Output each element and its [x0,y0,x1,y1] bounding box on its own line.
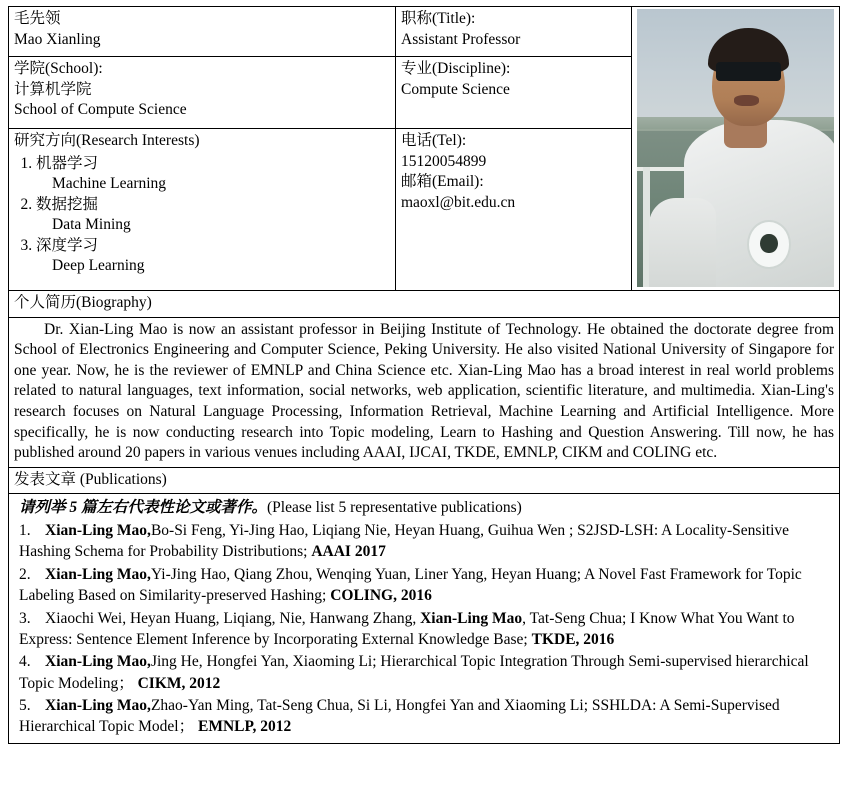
cell-discipline [396,57,632,129]
cell-school [9,57,396,129]
list-item [36,195,390,235]
table-row-biography-body [9,317,840,467]
publication-rest: Jing He, Hongfei Yan, Xiaoming Li; Hierarchical Topic Integration Through Semi-supervised hierarchical Topic Modeling； [19,653,809,692]
list-item [19,520,829,563]
publication-rest: , Tat-Seng Chua; I Know What You Want to Express: Sentence Element Inference by Incorporating External Knowledge Base; [19,609,795,648]
table-row-publications-body [9,494,840,743]
school-en: School of Compute Science [14,101,187,119]
title-label: 职称(Title): [401,10,476,27]
discipline-value: Compute Science [401,80,510,98]
biography-text [9,317,840,467]
cv-table [8,6,840,744]
list-item [19,564,829,607]
biography-paragraph: Dr. Xian-Ling Mao is now an assistant professor in Beijing Institute of Technology. He obtained the doctorate degree from School of Electronics Engineering and Computer Science, Peking University. He also visited National University of Singapore for one year. Now, he is the reviewer of EMNLP and China Science etc. Xian-Ling Mao has a broad interest in real world problems related to natural languages, text information, social networks, web application, scientific literature, and multimedia. Xian-Ling's research focuses on Natural Language Processing, Information Retrieval, Machine Learning and Artificial Intelligence. More specifically, he is now conducting research into Topic modeling, Learn to Hashing and Question Answering. Till now, he has published around 20 papers in various venues including AAAI, IJCAI, TKDE, EMNLP, CIKM and COLING etc. [14,320,834,462]
research-header: 研究方向(Research Interests) [14,132,200,150]
publication-number: 4. [19,653,31,671]
publication-author: Xian-Ling Mao [420,609,523,627]
publication-number: 1. [19,522,31,540]
publications-note-cn: 请列举 5 篇左右代表性论文或著作。 [19,499,268,517]
publications-list [14,520,834,738]
publication-number: 2. [19,565,31,583]
cell-contact [396,129,632,291]
name-en: Mao Xianling [14,30,101,48]
photo-cell [632,7,840,291]
title-value: Assistant Professor [401,30,521,48]
publications-body [9,494,840,743]
publications-note-en: (Please list 5 representative publications) [267,499,522,517]
cell-title [396,7,632,57]
cell-name [9,7,396,57]
list-item [19,608,829,651]
school-cn: 计算机学院 [14,80,92,98]
tel-value: 15120054899 [401,152,487,170]
publication-author: Xian-Ling Mao, [45,565,151,583]
publication-venue: TKDE, 2016 [531,630,615,648]
publication-author: Xian-Ling Mao, [45,653,151,671]
biography-header: 个人简历(Biography) [9,291,840,318]
publication-rest: Yi-Jing Hao, Qiang Zhou, Wenqing Yuan, Liner Yang, Heyan Huang; A Novel Fast Framework for Topic Labeling Based on Similarity-preserved Hashing; [19,565,802,605]
table-row-name [9,7,840,57]
publication-rest: Bo-Si Feng, Yi-Jing Hao, Liqiang Nie, Heyan Huang, Guihua Wen ; S2JSD-LSH: A Locality-Sensitive Hashing Schema for Probability Distributions; [19,522,790,561]
school-label: 学院(School): [14,60,103,78]
publication-number: 5. [19,697,31,715]
portrait-photo [637,9,834,287]
name-cn: 毛先领 [14,10,61,27]
research-item-en: Deep Learning [52,257,145,275]
publication-author: Xian-Ling Mao, [45,697,151,715]
email-label: 邮箱(Email): [401,173,484,191]
publications-header: 发表文章 (Publications) [9,467,840,494]
publications-note [14,496,834,519]
table-row-biography-header [9,291,840,318]
publication-author: Xian-Ling Mao, [45,522,151,540]
list-item [19,651,829,694]
list-item [36,154,390,194]
research-item-cn: 数据挖掘 [36,196,99,214]
publication-venue: COLING, 2016 [330,587,432,605]
cell-research-interests [9,129,396,291]
publication-venue: CIKM, 2012 [137,674,221,692]
email-value[interactable]: maoxl@bit.edu.cn [401,193,516,211]
research-item-en: Data Mining [52,216,131,234]
publication-number: 3. [19,609,31,627]
publication-venue: EMNLP, 2012 [197,718,292,736]
table-row-publications-header [9,467,840,494]
research-item-en: Machine Learning [52,174,167,192]
publication-rest: Zhao-Yan Ming, Tat-Seng Chua, Si Li, Hongfei Yan and Xiaoming Li; SSHLDA: A Semi-Supervised Hierarchical Topic Model； [19,697,780,736]
research-item-cn: 深度学习 [36,237,99,255]
publication-venue: AAAI 2017 [311,543,386,561]
tel-label: 电话(Tel): [401,132,467,150]
publication-prefix: Xiaochi Wei, Heyan Huang, Liqiang, Nie, Hanwang Zhang, [45,609,417,627]
discipline-label: 专业(Discipline): [401,60,511,78]
research-item-cn: 机器学习 [36,154,99,172]
list-item [36,236,390,276]
research-list [14,154,390,277]
list-item [19,695,829,738]
